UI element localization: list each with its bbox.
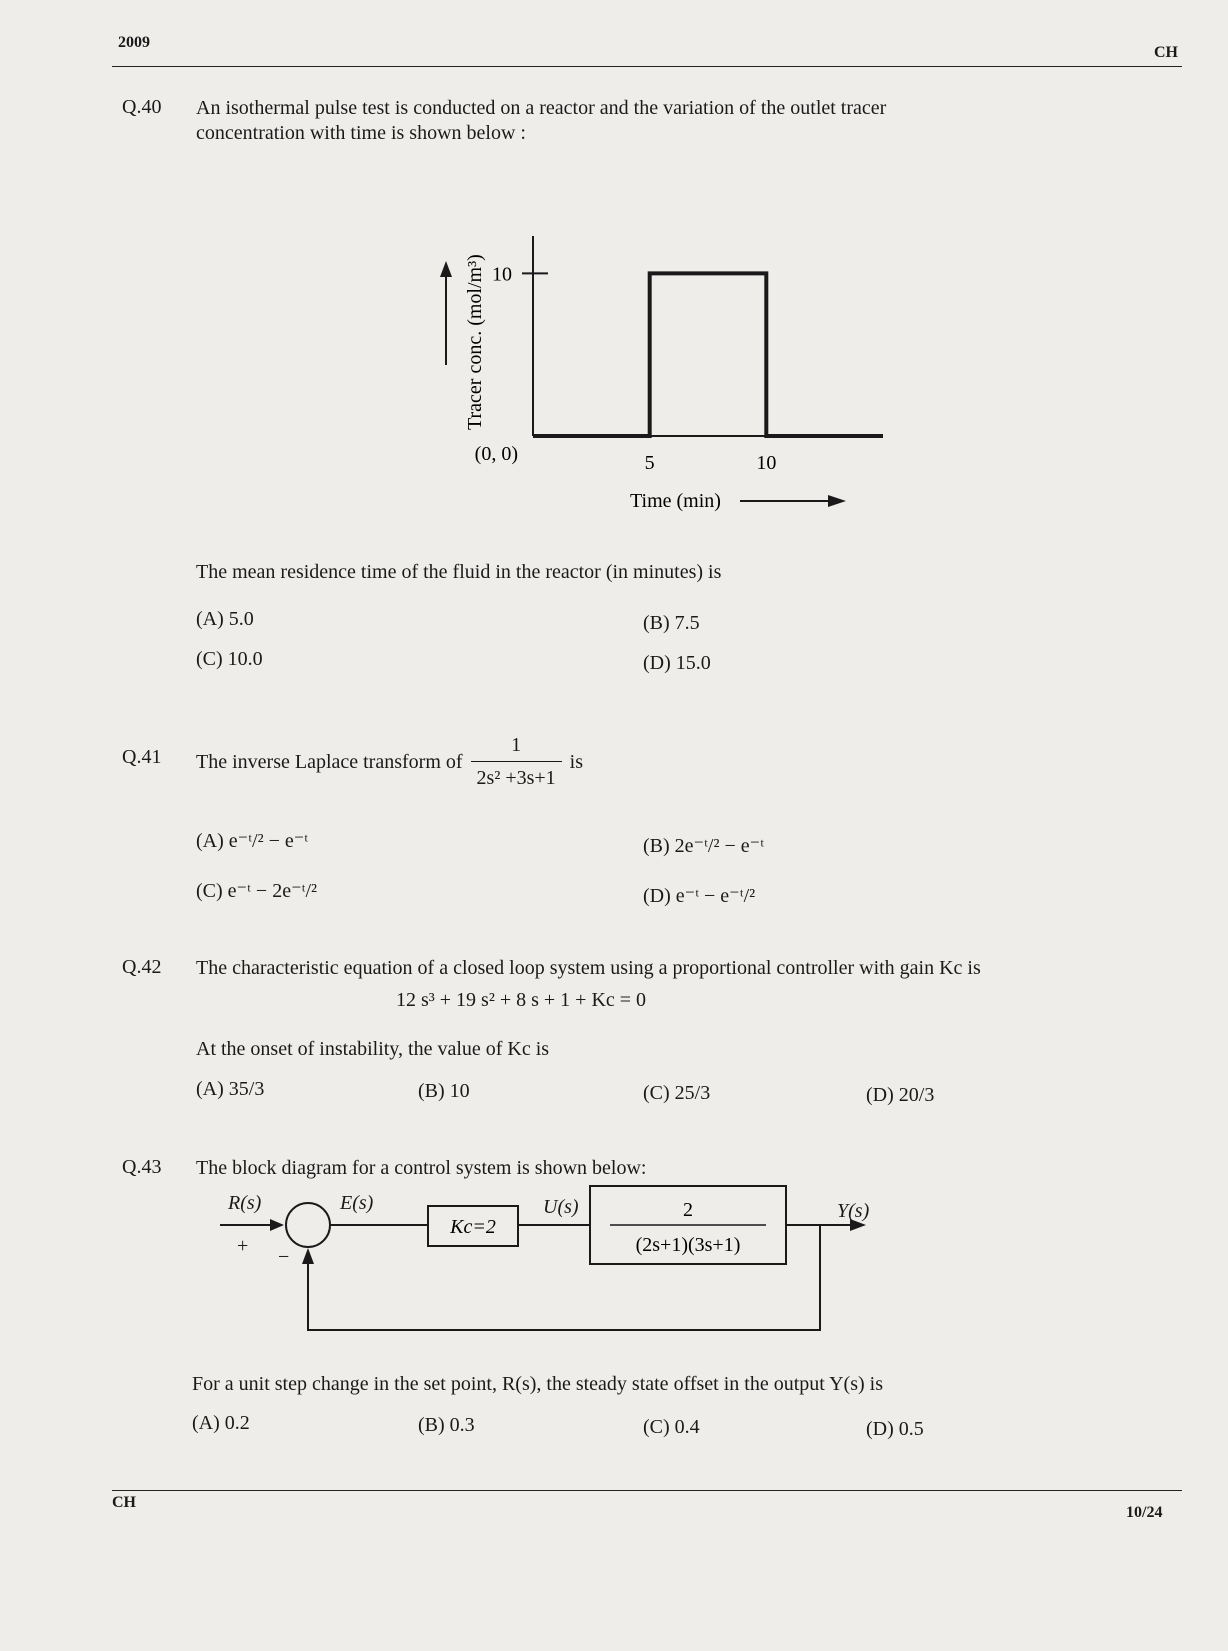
q42-option-b: (B) 10 — [418, 1080, 470, 1102]
header-year: 2009 — [118, 34, 150, 51]
footer-code: CH — [112, 1494, 136, 1511]
chart-x-arrowhead — [828, 495, 846, 507]
plant-numerator: 2 — [683, 1199, 693, 1221]
q40-option-c: (C) 10.0 — [196, 648, 263, 670]
q40-question: The mean residence time of the fluid in the reactor (in minutes) is — [196, 561, 722, 583]
header-code: CH — [1154, 44, 1178, 61]
q43-option-c: (C) 0.4 — [643, 1416, 700, 1438]
q41-option-a: (A) e⁻ᵗ/² − e⁻ᵗ — [196, 830, 309, 852]
plant-denominator: (2s+1)(3s+1) — [635, 1234, 741, 1256]
q43-text: The block diagram for a control system is shown below: — [196, 1157, 647, 1179]
q41-text-pre: The inverse Laplace transform of — [196, 750, 463, 773]
tracer-chart — [400, 225, 900, 525]
feedback-path — [308, 1225, 820, 1330]
footer-page: 10/24 — [1126, 1504, 1163, 1521]
q43-question: For a unit step change in the set point, R(s), the steady state offset in the output Y(s) is — [192, 1373, 883, 1395]
q42-option-c: (C) 25/3 — [643, 1082, 711, 1104]
chart-y-tick-label-10: 10 — [492, 263, 512, 286]
q41-option-d: (D) e⁻ᵗ − e⁻ᵗ/² — [643, 885, 756, 907]
q43-option-b: (B) 0.3 — [418, 1414, 475, 1436]
footer-rule — [112, 1490, 1182, 1491]
signal-r-label: R(s) — [228, 1192, 262, 1214]
controller-gain: Kc=2 — [450, 1216, 496, 1238]
q40-text-line1: An isothermal pulse test is conducted on a reactor and the variation of the outlet tracer — [196, 97, 887, 119]
chart-x-tick-label-10: 10 — [756, 452, 777, 474]
chart-series-tracer — [533, 273, 883, 436]
q42-text: The characteristic equation of a closed loop system using a proportional controller with gain Kc is — [196, 957, 981, 979]
q41-text-post: is — [569, 750, 584, 773]
summer-plus-sign: + — [237, 1235, 249, 1257]
q41-frac-den: 2s² +3s+1 — [476, 767, 556, 789]
q42-number: Q.42 — [122, 956, 162, 978]
q40-option-b: (B) 7.5 — [643, 612, 700, 634]
q43-option-a: (A) 0.2 — [192, 1412, 250, 1434]
q41-number: Q.41 — [122, 746, 162, 768]
feedback-arrowhead — [302, 1248, 314, 1264]
q43-number: Q.43 — [122, 1156, 162, 1178]
q40-option-a: (A) 5.0 — [196, 608, 254, 630]
chart-y-label: Tracer conc. (mol/m³) — [464, 254, 486, 430]
block-diagram — [210, 1180, 900, 1350]
chart-x-tick-label-5: 5 — [644, 452, 655, 474]
chart-x-label: Time (min) — [630, 490, 721, 512]
q41-text — [196, 732, 583, 792]
q42-option-a: (A) 35/3 — [196, 1078, 265, 1100]
signal-y-label: Y(s) — [837, 1200, 870, 1222]
q41-option-b: (B) 2e⁻ᵗ/² − e⁻ᵗ — [643, 835, 765, 857]
chart-origin-label: (0, 0) — [474, 443, 518, 465]
q40-text-line2: concentration with time is shown below : — [196, 122, 526, 144]
chart-y-arrowhead — [440, 261, 452, 277]
summer-minus-sign: − — [278, 1246, 290, 1268]
signal-u-label: U(s) — [543, 1196, 579, 1218]
input-arrowhead — [270, 1219, 284, 1231]
header-rule — [112, 66, 1182, 67]
signal-e-label: E(s) — [340, 1192, 374, 1214]
q40-number: Q.40 — [122, 96, 162, 118]
q41-fraction — [471, 733, 562, 791]
q42-option-d: (D) 20/3 — [866, 1084, 935, 1106]
q42-equation: 12 s³ + 19 s² + 8 s + 1 + Kc = 0 — [396, 989, 647, 1011]
q40-option-d: (D) 15.0 — [643, 652, 711, 674]
q43-option-d: (D) 0.5 — [866, 1418, 924, 1440]
summing-junction — [286, 1203, 330, 1247]
q42-question: At the onset of instability, the value of Kc is — [196, 1038, 550, 1060]
q41-option-c: (C) e⁻ᵗ − 2e⁻ᵗ/² — [196, 880, 318, 902]
q41-frac-num: 1 — [471, 733, 562, 762]
